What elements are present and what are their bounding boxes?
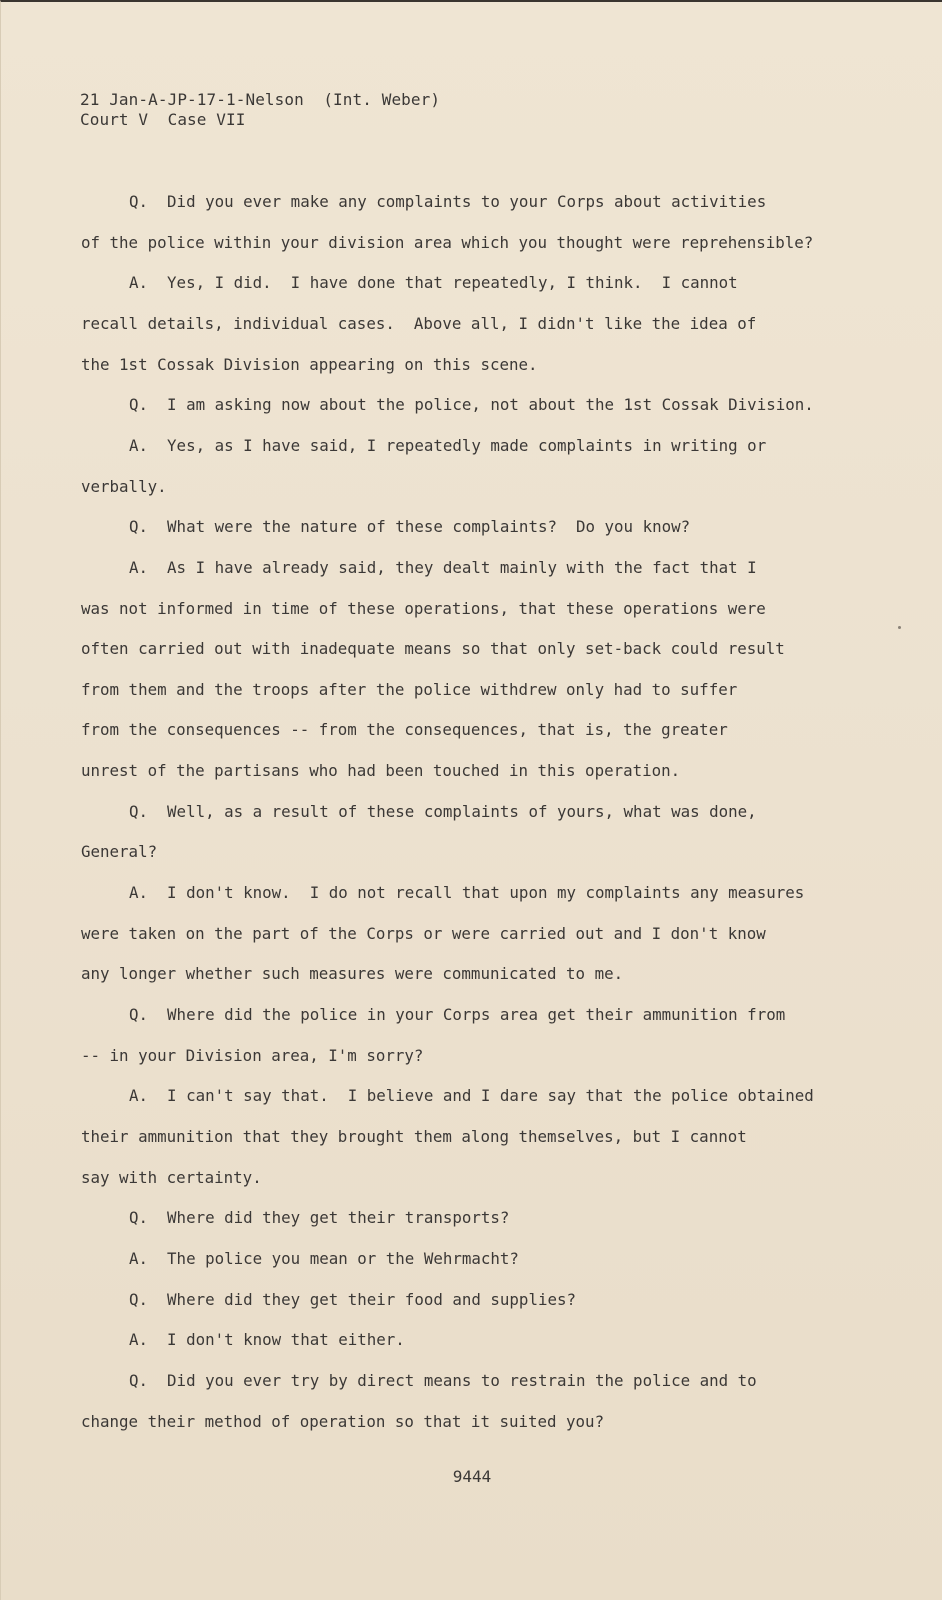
transcript-line: was not informed in time of these operations, that these operations were [81, 598, 766, 618]
transcript-line: recall details, individual cases. Above all, I didn't like the idea of [81, 313, 757, 333]
transcript-line: verbally. [81, 476, 167, 496]
transcript-line: Q. Where did they get their food and supplies? [129, 1289, 576, 1309]
transcript-line: were taken on the part of the Corps or were carried out and I don't know [81, 923, 766, 943]
transcript-line: change their method of operation so that it suited you? [81, 1411, 605, 1431]
transcript-line: from the consequences -- from the consequences, that is, the greater [81, 720, 728, 740]
transcript-line: A. I can't say that. I believe and I dare say that the police obtained [129, 1086, 814, 1106]
transcript-line: A. Yes, I did. I have done that repeatedly, I think. I cannot [129, 273, 738, 293]
document-header-line-1: 21 Jan-A-JP-17-1-Nelson (Int. Weber) [80, 90, 441, 109]
transcript-line: Q. Well, as a result of these complaints of yours, what was done, [129, 801, 757, 821]
transcript-line: the 1st Cossak Division appearing on this scene. [81, 354, 538, 374]
transcript-line: General? [81, 842, 158, 862]
transcript-line: Q. What were the nature of these complaints? Do you know? [129, 517, 691, 537]
transcript-line: Q. Where did they get their transports? [129, 1208, 510, 1228]
transcript-line: A. I don't know that either. [129, 1330, 405, 1350]
transcript-line: A. The police you mean or the Wehrmacht? [129, 1248, 519, 1268]
transcript-line: -- in your Division area, I'm sorry? [81, 1045, 424, 1065]
paper-speck [898, 626, 901, 629]
page-number: 9444 [452, 1467, 492, 1486]
transcript-line: any longer whether such measures were communicated to me. [81, 964, 624, 984]
transcript-line: unrest of the partisans who had been touched in this operation. [81, 761, 681, 781]
transcript-line: from them and the troops after the police withdrew only had to suffer [81, 679, 738, 699]
transcript-line: often carried out with inadequate means so that only set-back could result [81, 639, 785, 659]
transcript-line: Q. I am asking now about the police, not about the 1st Cossak Division. [129, 395, 814, 415]
transcript-line: Q. Did you ever try by direct means to restrain the police and to [129, 1370, 757, 1390]
transcript-line: A. I don't know. I do not recall that upon my complaints any measures [129, 883, 805, 902]
transcript-line: their ammunition that they brought them along themselves, but I cannot [81, 1126, 747, 1146]
document-header-line-2: Court V Case VII [80, 110, 246, 129]
transcript-line: Q. Where did the police in your Corps area get their ammunition from [129, 1005, 786, 1024]
transcript-line: A. Yes, as I have said, I repeatedly made complaints in writing or [129, 435, 767, 455]
transcript-line: of the police within your division area which you thought were reprehensible? [81, 232, 814, 252]
transcript-line: Q. Did you ever make any complaints to your Corps about activities [129, 192, 767, 211]
transcript-line: say with certainty. [81, 1167, 262, 1187]
transcript-line: A. As I have already said, they dealt mainly with the fact that I [129, 557, 757, 577]
